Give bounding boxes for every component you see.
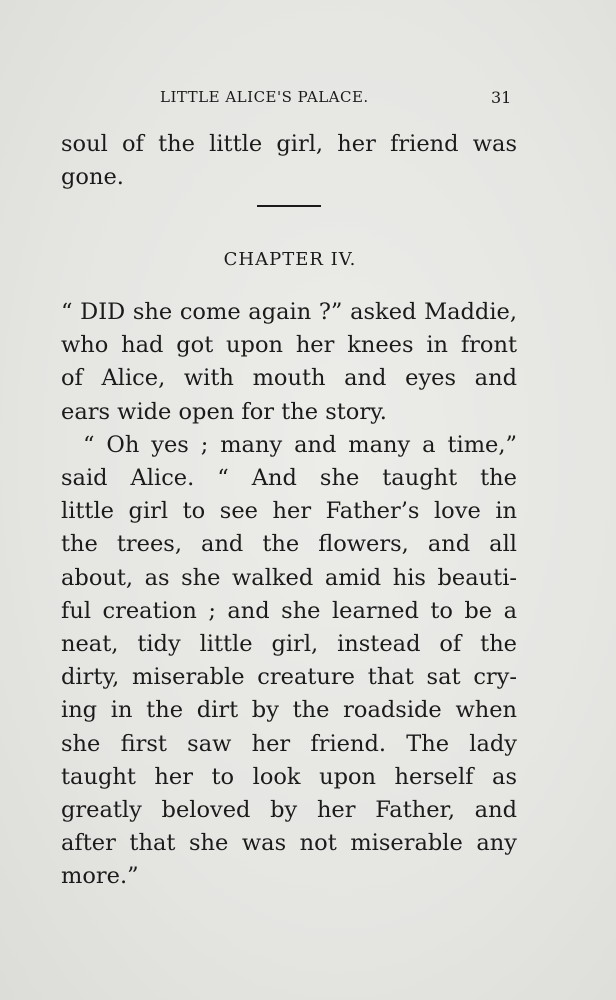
text-line: gone. [61, 164, 124, 191]
text-line: ears wide open for the story. [61, 398, 387, 425]
text-line: the trees, and the flowers, and all [61, 531, 517, 558]
text-line: after that she was not miserable any [61, 830, 517, 857]
opening-quote: “ D [61, 299, 99, 325]
text-line: taught her to look upon herself as [61, 763, 517, 790]
text-line: neat, tidy little girl, instead of the [61, 631, 517, 658]
text-line: “ Oh yes ; many and many a time,” [83, 431, 517, 458]
section-divider [257, 205, 321, 207]
running-head: LITTLE ALICE'S PALACE. [160, 88, 369, 106]
text-line: greatly beloved by her Father, and [61, 797, 517, 824]
text-line: she first saw her friend. The lady [61, 730, 517, 757]
line-rest: she come again ?” asked Maddie, [125, 299, 517, 325]
chapter-body [61, 296, 517, 894]
text-line: said Alice. “ And she taught the [61, 465, 517, 492]
text-line: ing in the dirt by the roadside when [61, 697, 517, 724]
page-number: 31 [491, 88, 512, 107]
chapter-title: CHAPTER IV. [223, 249, 357, 270]
drop-smallcaps: ID [98, 299, 126, 325]
text-line: dirty, miserable creature that sat cry- [61, 664, 517, 691]
text-line [61, 296, 517, 329]
top-paragraph [61, 128, 517, 194]
text-line: little girl to see her Father’s love in [61, 498, 517, 525]
text-line: about, as she walked amid his beauti- [61, 564, 517, 591]
text-line: soul of the little girl, her friend was [61, 131, 517, 157]
text-line: more.” [61, 863, 139, 890]
text-line: ful creation ; and she learned to be a [61, 597, 517, 624]
text-line: who had got upon her knees in front [61, 332, 517, 359]
text-line: of Alice, with mouth and eyes and [61, 365, 517, 392]
